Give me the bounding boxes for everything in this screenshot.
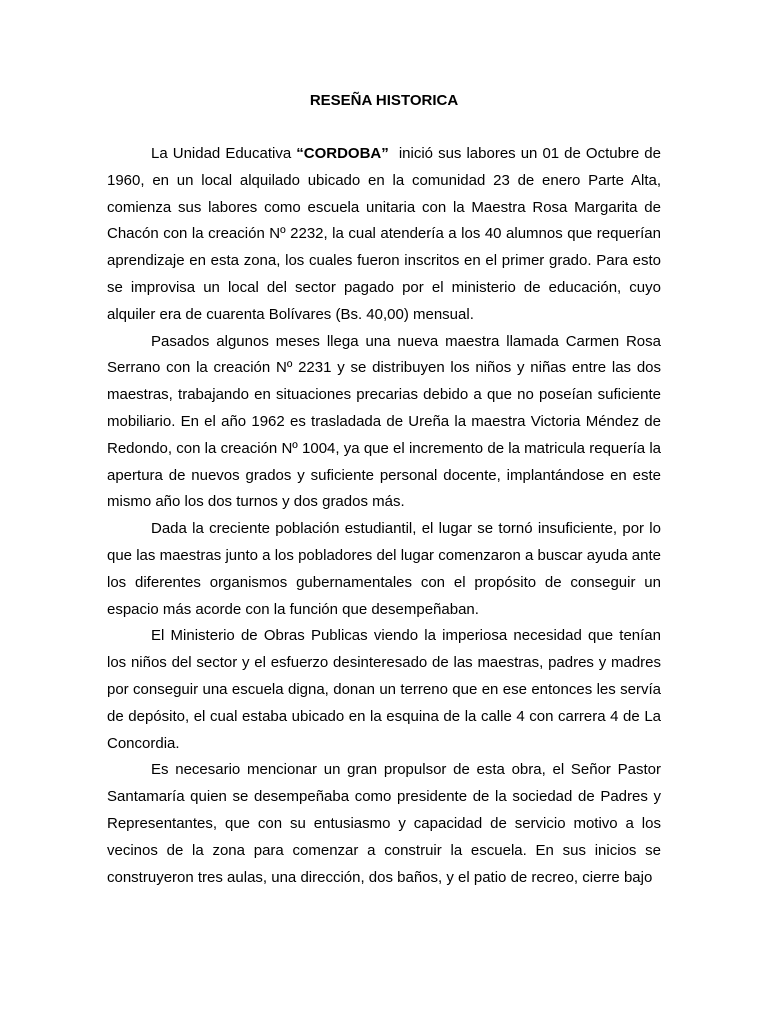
paragraph-4: El Ministerio de Obras Publicas viendo la imperiosa necesidad que tenían los niños del sector y el esfuerzo desinteresado de las maestras, padres y madres por conseguir una escuela digna, donan un terreno que en ese entonces les servía de depósito, el cual estaba ubicado en la esquina de la calle 4 con carrera 4 de La Concordia. [107,627,661,752]
paragraph-5: Es necesario mencionar un gran propulsor de esta obra, el Señor Pastor Santamaría quien se desempeñaba como presidente de la sociedad de Padres y Representantes, que con su entusiasmo y capacidad de servicio motivo a los vecinos de la zona para comenzar a construir la escuela. En sus inicios se construyeron tres aulas, una dirección, dos baños, y el patio de recreo, cierre bajo [107,761,661,886]
page-title: RESEÑA HISTORICA [309,92,459,109]
document-page [107,88,666,891]
paragraph-3: Dada la creciente población estudiantil, el lugar se tornó insuficiente, por lo que las maestras junto a los pobladores del lugar comenzaron a buscar ayuda ante los diferentes organismos gubernamentales con el propósito de conseguir un espacio más acorde con la función que desempeñaban. [107,520,661,618]
paragraph-1 [107,141,666,329]
paragraph-2: Pasados algunos meses llega una nueva maestra llamada Carmen Rosa Serrano con la creación Nº 2231 y se distribuyen los niños y niñas entre las dos maestras, trabajando en situaciones precarias debido a que no poseían suficiente mobiliario. En el año 1962 es trasladada de Ureña la maestra Victoria Méndez de Redondo, con la creación Nº 1004, ya que el incremento de la matricula requería la apertura de nuevos grados y suficiente personal docente, implantándose en este mismo año los dos turnos y dos grados más. [107,332,661,511]
paragraph-1-intro: La Unidad Educativa [151,145,297,162]
paragraph-1-body: inició sus labores un 01 de Octubre de 1960, en un local alquilado ubicado en la comunidad 23 de enero Parte Alta, comienza sus labores como escuela unitaria con la Maestra Rosa Margarita de Chacón con la creación Nº 2232, la cual atendería a los 40 alumnos que requerían aprendizaje en esta zona, los cuales fueron inscritos en el primer grado. Para esto se improvisa un local del sector pagado por el ministerio de educación, cuyo alquiler era de cuarenta Bolívares (Bs. 40,00) mensual. [107,145,666,323]
school-name: “CORDOBA” [296,145,389,162]
